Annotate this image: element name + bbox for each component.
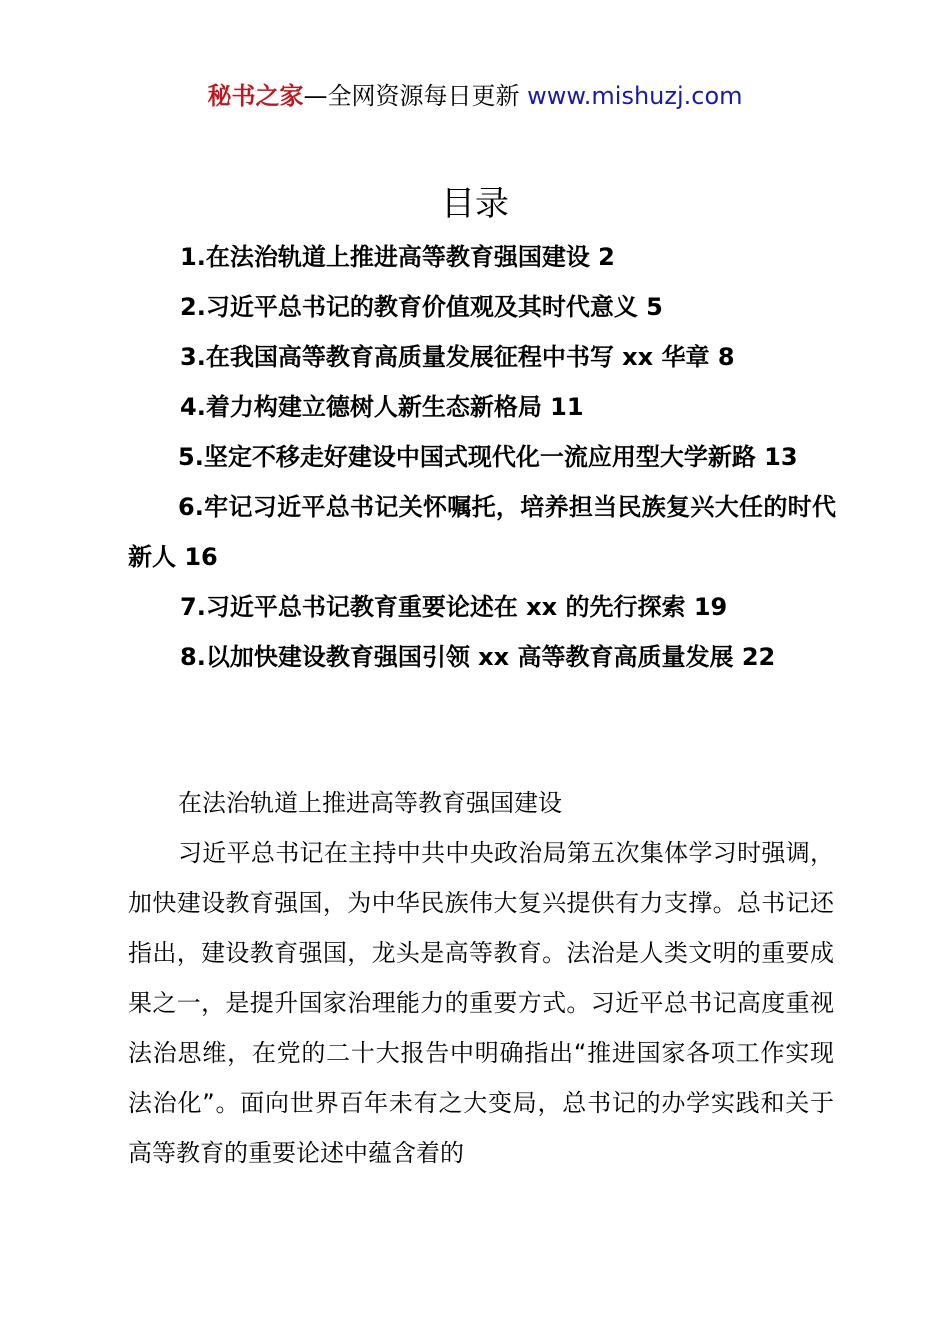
toc-item[interactable]: 4.着力构建立德树人新生态新格局 11	[180, 393, 584, 421]
header-slogan: —全网资源每日更新	[303, 82, 520, 110]
brand-name: 秘书之家	[207, 82, 304, 110]
toc-item[interactable]: 2.习近平总书记的教育价值观及其时代意义 5	[180, 293, 663, 321]
section-title: 在法治轨道上推进高等教育强国建设	[178, 789, 562, 817]
body-paragraph: 习近平总书记在主持中共中央政治局第五次集体学习时强调，加快建设教育强国，为中华民族伟大复兴提供有力支撑。总书记还指出，建设教育强国，龙头是高等教育。法治是人类文明的重要成果之一，是提升国家治理能力的重要方式。习近平总书记高度重视法治思维，在党的二十大报告中明确指出“推进国家各项工作实现法治化”。面向世界百年未有之大变局，总书记的办学实践和关于高等教育的重要论述中蕴含着的	[128, 839, 834, 1167]
toc-title: 目录	[441, 184, 509, 224]
toc-item[interactable]: 1.在法治轨道上推进高等教育强国建设 2	[180, 243, 615, 271]
page-header	[0, 80, 950, 112]
toc-item[interactable]: 8.以加快建设教育强国引领 xx 高等教育高质量发展 22	[180, 643, 776, 671]
document-body	[128, 778, 834, 1178]
toc-item[interactable]: 7.习近平总书记教育重要论述在 xx 的先行探索 19	[180, 593, 728, 621]
website-link[interactable]: www.mishuzj.com	[527, 82, 743, 110]
toc-item[interactable]: 3.在我国高等教育高质量发展征程中书写 xx 华章 8	[180, 343, 735, 371]
toc-item[interactable]: 6.牢记习近平总书记关怀嘱托，培养担当民族复兴大任的时代新人 16	[128, 493, 836, 571]
table-of-contents	[128, 232, 836, 682]
toc-item[interactable]: 5.坚定不移走好建设中国式现代化一流应用型大学新路 13	[178, 443, 798, 471]
